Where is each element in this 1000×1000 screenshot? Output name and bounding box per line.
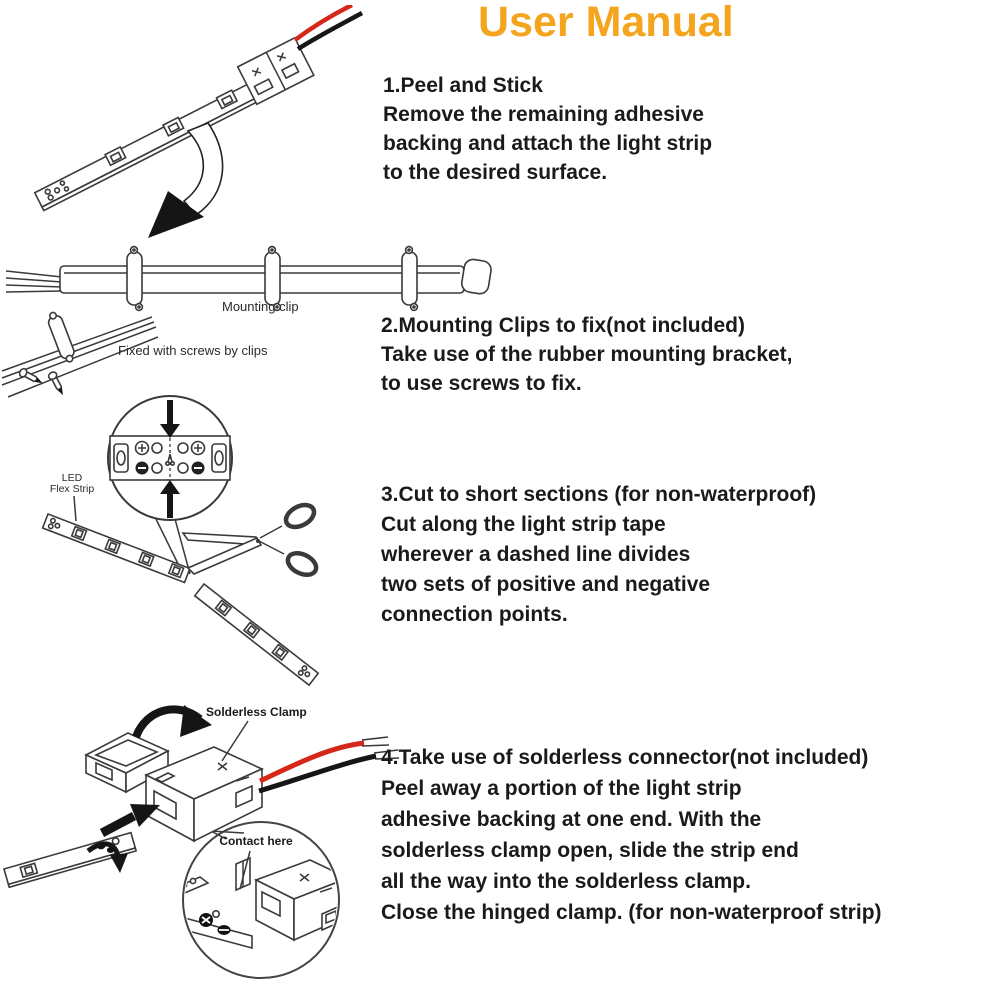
- step-4-line: solderless clamp open, slide the strip end: [381, 839, 799, 862]
- screws-label: Fixed with screws by clips: [118, 343, 268, 358]
- scissors-icon: [183, 501, 320, 580]
- step-3-line: Cut along the light strip tape: [381, 513, 666, 536]
- page-title: User Manual: [478, 0, 734, 46]
- cut-detail-strip: [110, 432, 230, 484]
- step-1-line: backing and attach the light strip: [383, 132, 713, 155]
- rotate-arrow-icon: [136, 705, 212, 737]
- step-3-text: [381, 480, 816, 630]
- step-3-line: connection points.: [381, 603, 568, 626]
- step3-cut-illustration: [18, 388, 385, 693]
- contact-here-label: Contact here: [219, 834, 293, 848]
- step-3-line: wherever a dashed line divides: [381, 543, 691, 566]
- step-1-text: [383, 71, 712, 187]
- mounting-clip-label: Mounting clip: [222, 299, 299, 314]
- step-4-line: adhesive backing at one end. With the: [381, 808, 762, 831]
- led-flex-strip-label: LED: [61, 472, 83, 484]
- step-4-line: Close the hinged clamp. (for non-waterproof strip): [381, 901, 882, 924]
- step1-peel-illustration: [0, 5, 385, 250]
- solderless-clamp-label: Solderless Clamp: [206, 705, 307, 719]
- lower-strip: [195, 584, 318, 685]
- step-2-line: Take use of the rubber mounting bracket,: [381, 343, 793, 366]
- step-2-heading: 2.Mounting Clips to fix(not included): [381, 314, 745, 337]
- clip-detail-clip: [45, 310, 77, 364]
- step-1-heading: 1.Peel and Stick: [383, 74, 543, 97]
- led-strip: [26, 38, 314, 213]
- upper-strip: [43, 514, 190, 582]
- step-4-line: Peel away a portion of the light strip: [381, 777, 742, 800]
- step-3-line: two sets of positive and negative: [381, 573, 711, 596]
- step-1-line: to the desired surface.: [383, 161, 608, 184]
- step-4-heading: 4.Take use of solderless connector(not included): [381, 746, 869, 769]
- mounting-clip: [402, 247, 417, 311]
- step-2-text: [381, 311, 793, 398]
- step-4-text: [381, 742, 882, 928]
- step-2-line: to use screws to fix.: [381, 372, 582, 395]
- step-3-heading: 3.Cut to short sections (for non-waterproof): [381, 483, 817, 506]
- step-4-line: all the way into the solderless clamp.: [381, 870, 751, 893]
- mounting-clip: [127, 247, 142, 311]
- step4-connector-illustration: [0, 693, 400, 1000]
- power-wires: [6, 271, 62, 292]
- step-1-line: Remove the remaining adhesive: [383, 103, 704, 126]
- led-flex-strip-label: Flex Strip: [49, 483, 95, 495]
